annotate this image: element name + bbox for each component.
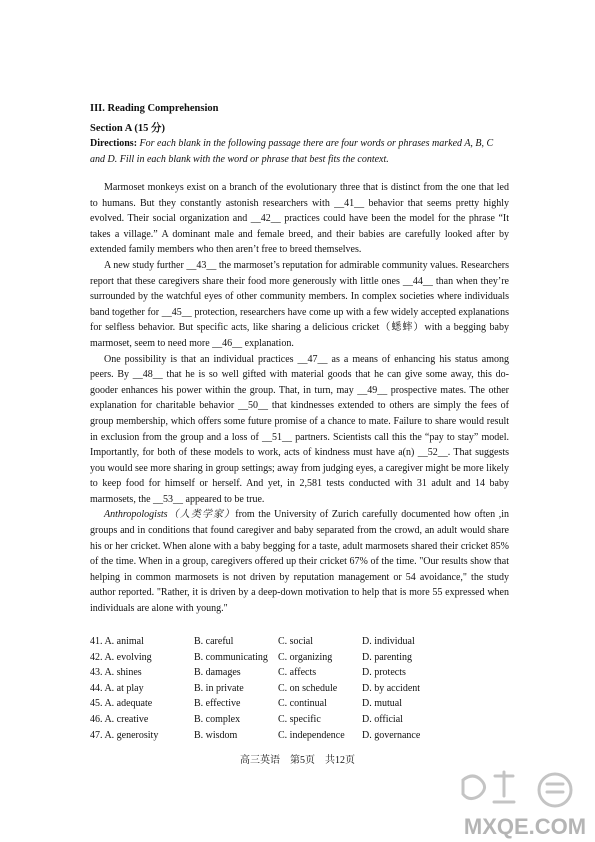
option-b: B. careful <box>194 636 234 647</box>
option-a: 46. A. creative <box>90 713 149 725</box>
option-b: B. in private <box>194 682 244 694</box>
option-a: 42. A. evolving <box>90 651 152 663</box>
option-c: C. specific <box>278 713 321 725</box>
option-b: B. complex <box>194 713 241 725</box>
directions <box>90 136 508 167</box>
watermark-logo <box>455 770 595 842</box>
subsection-title: Section A (15 分) <box>90 123 165 134</box>
section-title: III. Reading Comprehension <box>90 103 219 114</box>
option-row <box>90 696 452 712</box>
option-a: 45. A. adequate <box>90 698 153 710</box>
passage-paragraph-4-italic: Anthropologists（人类学家） <box>104 509 236 521</box>
option-c: C. on schedule <box>278 682 338 694</box>
option-d: D. mutual <box>362 698 402 710</box>
passage-paragraph-4 <box>90 507 509 616</box>
option-a: 41. A. animal <box>90 636 144 647</box>
directions-text: For each blank in the following passage there are four words or phrases marked A, B, C and D. Fill in each blank with the word or phrase that best fits the context. <box>90 138 494 165</box>
option-row <box>90 650 452 666</box>
option-c: C. organizing <box>278 651 333 663</box>
option-b: B. damages <box>194 667 241 679</box>
option-d: D. official <box>362 713 403 725</box>
passage <box>90 180 509 617</box>
option-row <box>90 728 452 744</box>
option-a: 43. A. shines <box>90 667 142 679</box>
option-row <box>90 634 452 650</box>
option-row <box>90 681 452 697</box>
watermark-text: MXQE.COM <box>463 814 587 839</box>
option-c: C. social <box>278 636 313 647</box>
option-c: C. affects <box>278 667 317 679</box>
option-b: B. communicating <box>194 651 268 663</box>
option-d: D. protects <box>362 667 406 679</box>
answer-options <box>90 634 452 743</box>
option-d: D. parenting <box>362 651 412 663</box>
option-b: B. effective <box>194 698 241 710</box>
passage-paragraph-3: One possibility is that an individual practices __47__ as a means of enhancing his status among peers. By __48__ that he is so well gifted with material goods that he can give some away, this do-gooder enhances his power within the group. That, in turn, may __49__ prospective mates. The other explanation for charitable behavior __50__ that kindnesses extended to others are simply the fees of group membership, which offers some future promise of a chance to mate. Failure to share would result in exclusion from the group and a loss of __51__ partners. Scientists call this the “pay to stay” model. Importantly, for both of these models to work, acts of kindness must have a(n) __52__. That suggests you would see more sharing in group settings; away from judging eyes, a caregiver might be more likely to keep food for himself or herself. And yet, in 2,581 tests conducted with 31 adult and 14 baby marmosets, the __53__ appeared to be true. <box>90 353 509 505</box>
passage-paragraph-1: Marmoset monkeys exist on a branch of the evolutionary three that is distinct from the one that led to humans. But they constantly astonish researchers with __41__ behavior that seems pretty highly evolved. Their social organization and __42__ practices could have been the model for the phrase “It takes a village.” A dominant male and female breed, and their babies are carefully looked after by extended family members who then aren’t free to breed themselves. <box>90 182 509 256</box>
page-footer: 高三英语 第5页 共12页 <box>240 755 355 766</box>
option-d: D. governance <box>362 729 421 741</box>
option-c: C. independence <box>278 729 345 741</box>
passage-paragraph-4-text: from the University of Zurich carefully documented how often ,in groups and in conditions that found caregiver and baby separated from the crowd, an adult would share his or her cricket. When alone with a baby begging for a taste, adult marmosets shared their cricket 85% of the time. When in a group, caregivers offered up their cricket 67% of the time. "Our results show that helping in common marmosets is not driven by reputation management or 54 avoidance," the study author reported. "Rather, it is driven by a deep-down motivation to help that is more 55 expressed when individuals are alone with young." <box>90 509 509 615</box>
option-c: C. continual <box>278 698 327 710</box>
option-d: D. by accident <box>362 682 421 694</box>
option-a: 47. A. generosity <box>90 729 159 741</box>
option-b: B. wisdom <box>194 729 238 741</box>
option-row <box>90 665 452 681</box>
option-a: 44. A. at play <box>90 682 144 694</box>
directions-label: Directions: <box>90 138 138 149</box>
passage-paragraph-2: A new study further __43__ the marmoset’s reputation for admirable community values. Researchers report that these caregivers share their food more generously with little ones __44__ than when they’re surrounded by the watchful eyes of other community members. In complex societies where individuals band together for __45__ protection, researchers have come up with a few widely accepted explanations for selfless behavior. But specific acts, like sharing a delicious cricket（蟋蟀）with a begging baby marmoset, seem to need more __46__ explanation. <box>90 259 509 349</box>
option-row <box>90 712 452 728</box>
option-d: D. individual <box>362 636 415 647</box>
